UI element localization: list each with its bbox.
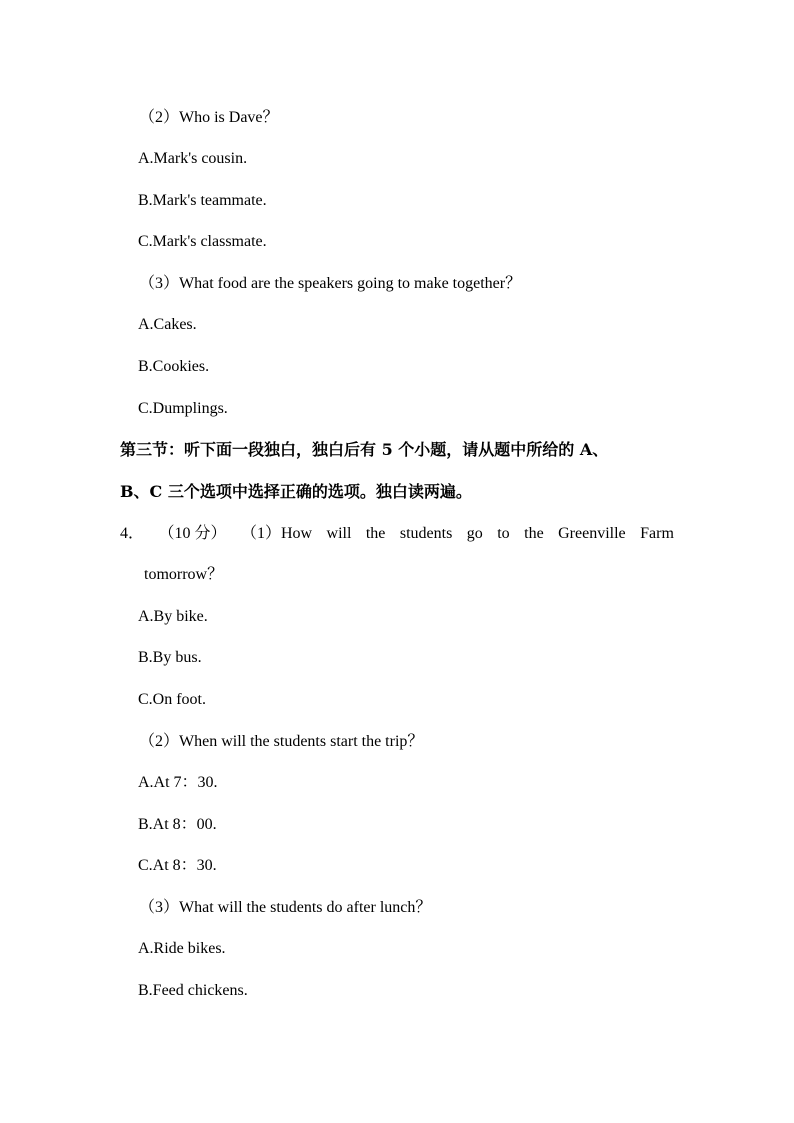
question-label: （2）When will the students start the trip？ [139,733,424,750]
question-label-continuation: tomorrow？ [144,566,224,583]
option-b: B.Cookies. [138,358,210,375]
word: the [365,525,386,542]
word: students [399,525,453,542]
question-label: （2）Who is Dave？ [139,109,279,126]
option-a: A.At 7：30. [138,774,218,791]
question-points: （10 分） [158,525,227,542]
word: the [524,525,544,542]
option-c: C.Mark's classmate. [138,233,267,250]
option-a: A.Ride bikes. [138,940,226,957]
word: Farm [640,525,674,542]
question-number: 4． [120,525,145,542]
option-c: C.At 8：30. [138,857,217,874]
option-a: A.Mark's cousin. [138,150,248,167]
option-b: B.At 8：00. [138,816,217,833]
option-b: B.Mark's teammate. [138,192,267,209]
option-b: B.Feed chickens. [138,982,248,999]
option-a: A.By bike. [138,608,208,625]
option-a: A.Cakes. [138,316,197,333]
option-c: C.On foot. [138,691,206,708]
option-c: C.Dumplings. [138,400,228,417]
question-4-first-line [120,524,674,544]
word: go [466,525,483,542]
sub-question-label-start: （1）How [240,525,313,542]
word: Greenville [558,525,626,542]
section-heading-line-1: 第三节：听下面一段独白，独白后有 5 个小题，请从题中所给的 A、 [120,440,609,459]
section-heading-line-2: B、C 三个选项中选择正确的选项。独白读两遍。 [120,482,472,501]
question-label: （3）What will the students do after lunch？ [139,899,432,916]
word: will [326,525,352,542]
question-label: （3）What food are the speakers going to make together？ [139,275,522,292]
word: to [497,525,510,542]
option-b: B.By bus. [138,649,202,666]
